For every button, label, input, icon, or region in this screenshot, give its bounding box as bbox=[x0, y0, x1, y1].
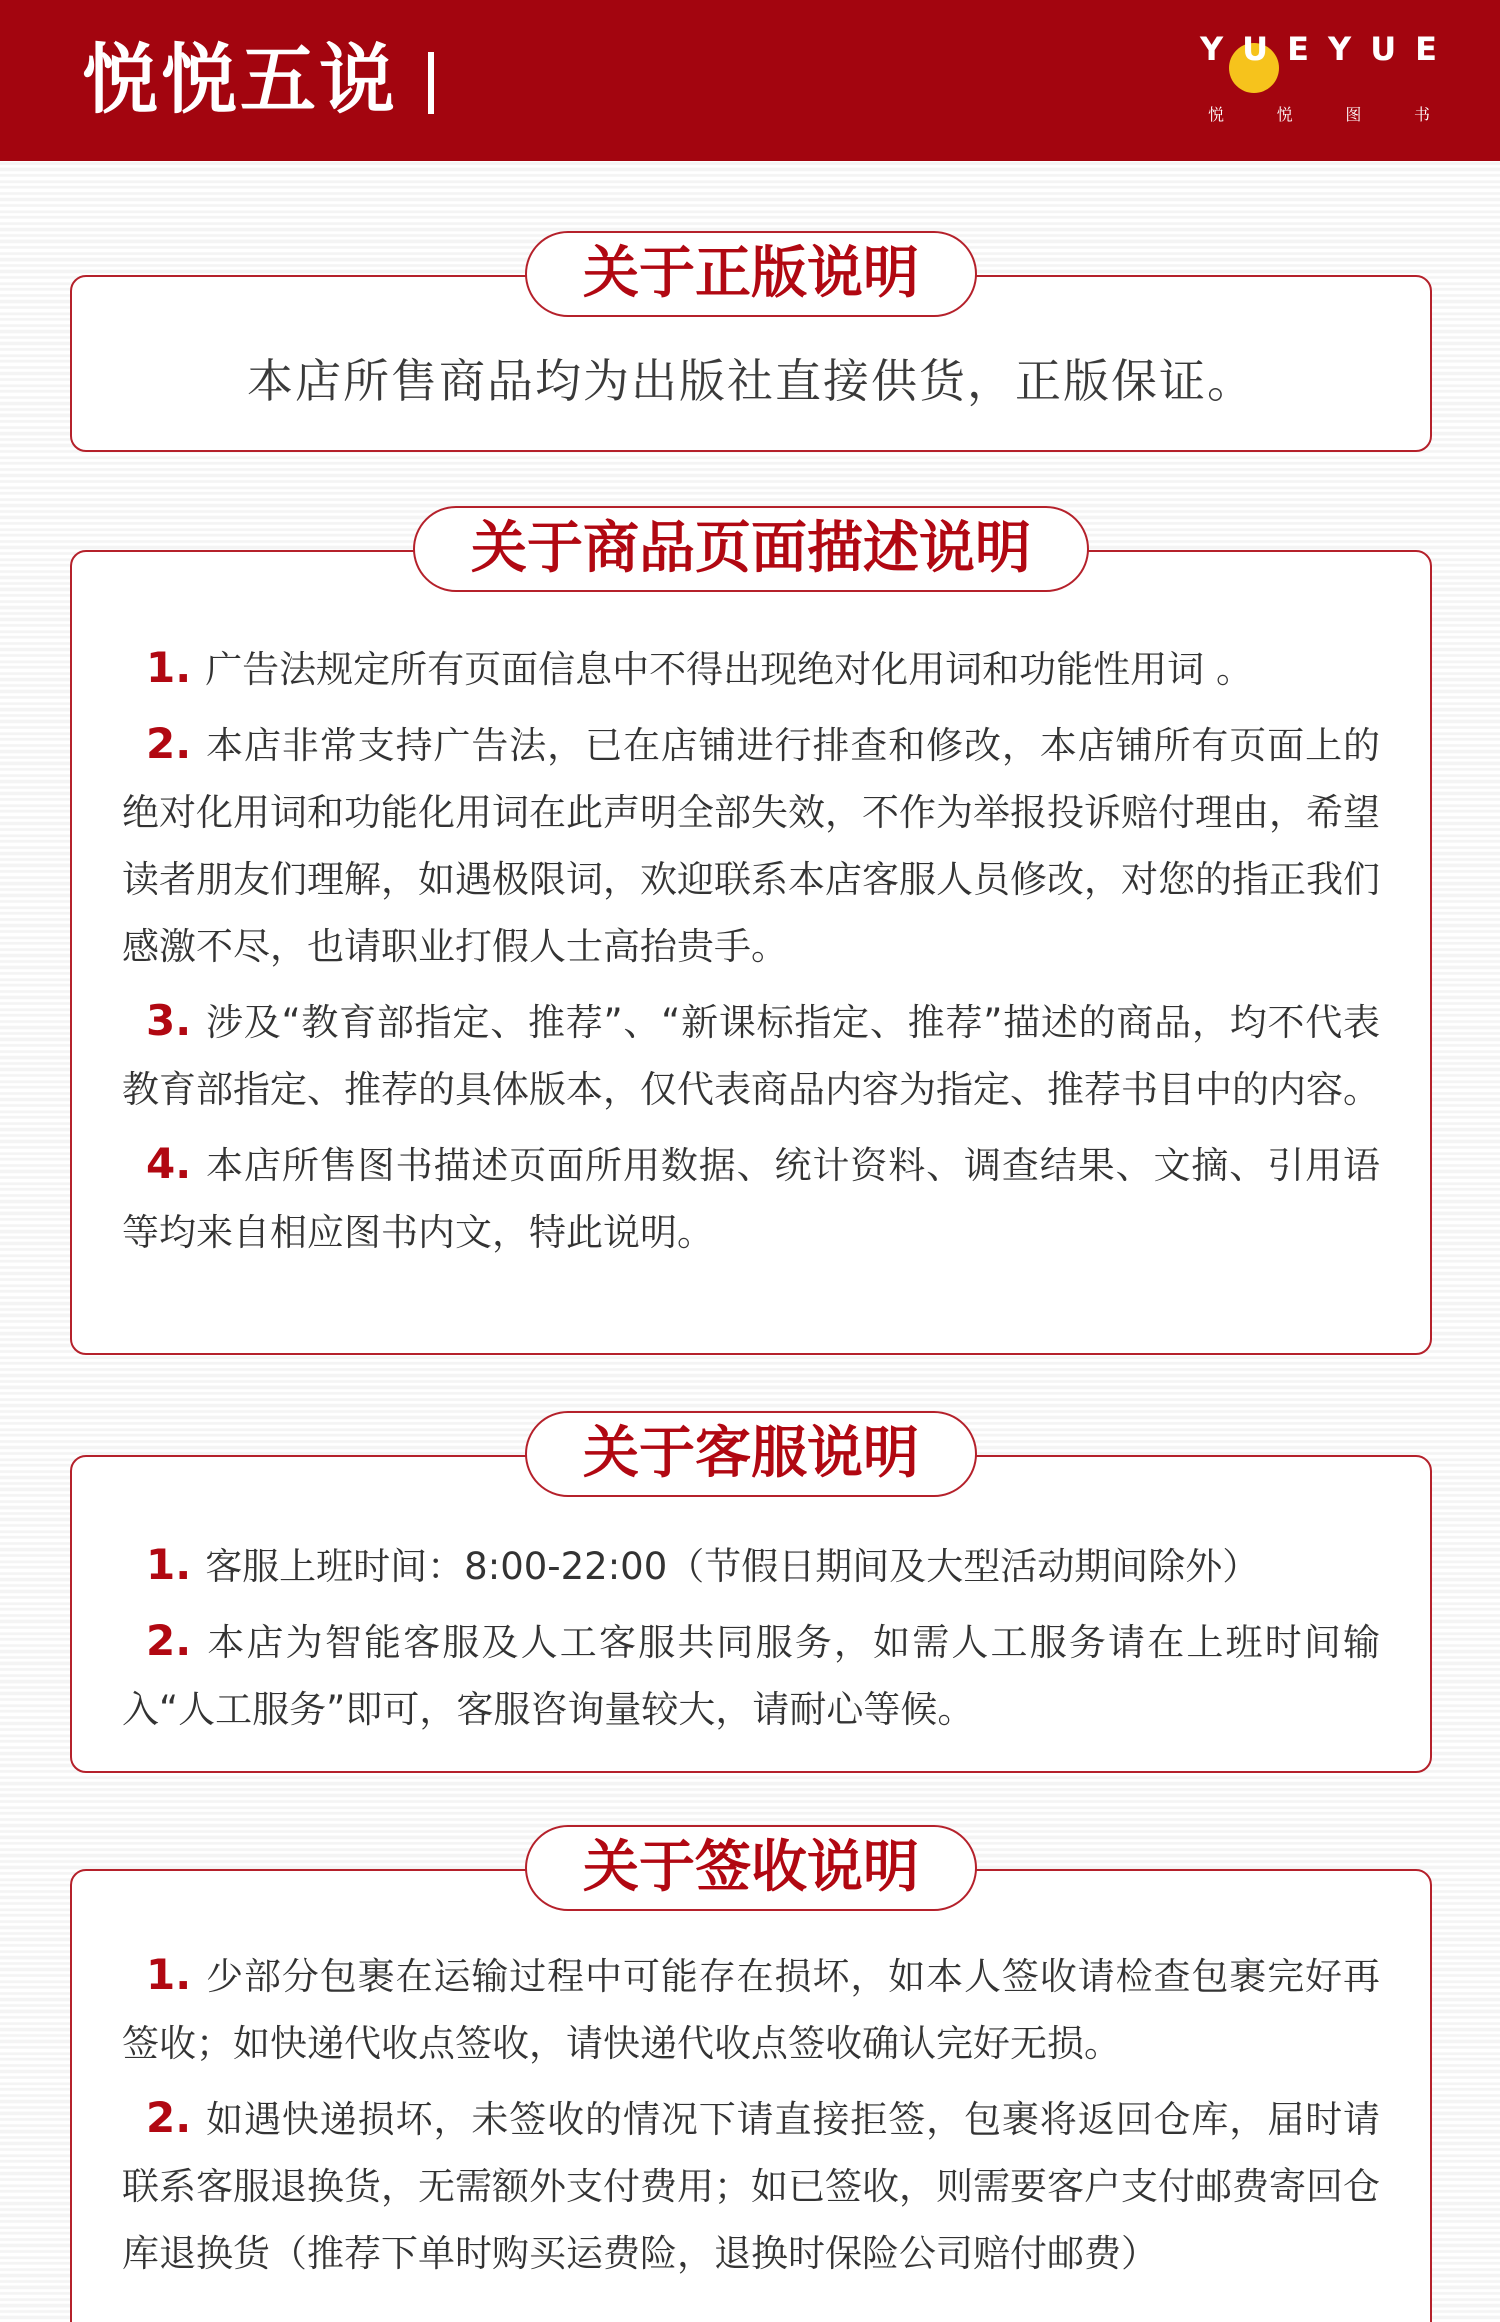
item-number: 4. bbox=[146, 1139, 192, 1188]
item-text: 本店非常支持广告法，已在店铺进行排查和修改，本店铺所有页面上的绝对化用词和功能化用词在此声明全部失效，不作为举报投诉赔付理由，希望读者朋友们理解，如遇极限词，欢迎联系本店客服人员修改，对您的指正我们感激不尽，也请职业打假人士高抬贵手。 bbox=[122, 724, 1380, 968]
logo-sub-char: 悦 bbox=[1276, 105, 1293, 124]
list-item bbox=[122, 2084, 1380, 2287]
list-item bbox=[122, 1607, 1380, 1743]
list-item bbox=[122, 987, 1380, 1123]
section-title: 关于客服说明 bbox=[525, 1411, 977, 1497]
item-text: 本店所售图书描述页面所用数据、统计资料、调查结果、文摘、引用语等均来自相应图书内文，特此说明。 bbox=[122, 1144, 1380, 1254]
section-title: 关于签收说明 bbox=[525, 1825, 977, 1911]
section-title: 关于正版说明 bbox=[525, 231, 977, 317]
list-item bbox=[122, 1941, 1380, 2077]
header-banner bbox=[0, 0, 1500, 161]
logo-sub-char: 图 bbox=[1345, 105, 1362, 124]
item-text: 广告法规定所有页面信息中不得出现绝对化用词和功能性用词 。 bbox=[205, 648, 1253, 691]
list-item bbox=[122, 710, 1380, 980]
logo-letters: YUEYUE bbox=[1200, 30, 1457, 68]
item-text: 如遇快递损坏，未签收的情况下请直接拒签，包裹将返回仓库，届时请联系客服退换货，无需额外支付费用；如已签收，则需要客户支付邮费寄回仓库退换货（推荐下单时购买运费险，退换时保险公司赔付邮费） bbox=[122, 2098, 1380, 2275]
title-divider bbox=[428, 52, 434, 114]
list-item bbox=[122, 634, 1380, 703]
list-item bbox=[122, 1130, 1380, 1266]
section-delivery bbox=[70, 1835, 1432, 2322]
item-text: 涉及“教育部指定、推荐”、“新课标指定、推荐”描述的商品，均不代表教育部指定、推荐的具体版本，仅代表商品内容为指定、推荐书目中的内容。 bbox=[122, 1001, 1380, 1111]
list-item bbox=[122, 1531, 1380, 1600]
brand-logo bbox=[1200, 30, 1457, 130]
item-text: 少部分包裹在运输过程中可能存在损坏，如本人签收请检查包裹完好再签收；如快递代收点签收，请快递代收点签收确认完好无损。 bbox=[122, 1955, 1380, 2065]
item-text: 客服上班时间：8:00-22:00（节假日期间及大型活动期间除外） bbox=[205, 1545, 1260, 1588]
section-text: 本店所售商品均为出版社直接供货，正版保证。 bbox=[247, 354, 1255, 408]
item-number: 1. bbox=[146, 1950, 192, 1999]
logo-sub-char: 书 bbox=[1413, 105, 1430, 124]
item-number: 3. bbox=[146, 996, 192, 1045]
logo-sub-char: 悦 bbox=[1208, 105, 1225, 124]
item-number: 2. bbox=[146, 719, 192, 768]
item-number: 2. bbox=[146, 2093, 192, 2142]
section-customer-service bbox=[70, 1421, 1432, 1773]
logo-subtitle bbox=[1208, 102, 1430, 125]
section-title: 关于商品页面描述说明 bbox=[413, 506, 1089, 592]
brand-title: 悦悦五说 bbox=[82, 35, 398, 124]
item-number: 1. bbox=[146, 1540, 192, 1589]
section-description bbox=[70, 516, 1432, 1355]
item-number: 2. bbox=[146, 1616, 192, 1665]
item-number: 1. bbox=[146, 643, 192, 692]
item-text: 本店为智能客服及人工客服共同服务，如需人工服务请在上班时间输入“人工服务”即可，客服咨询量较大，请耐心等候。 bbox=[122, 1621, 1380, 1731]
section-authentic bbox=[70, 241, 1432, 452]
